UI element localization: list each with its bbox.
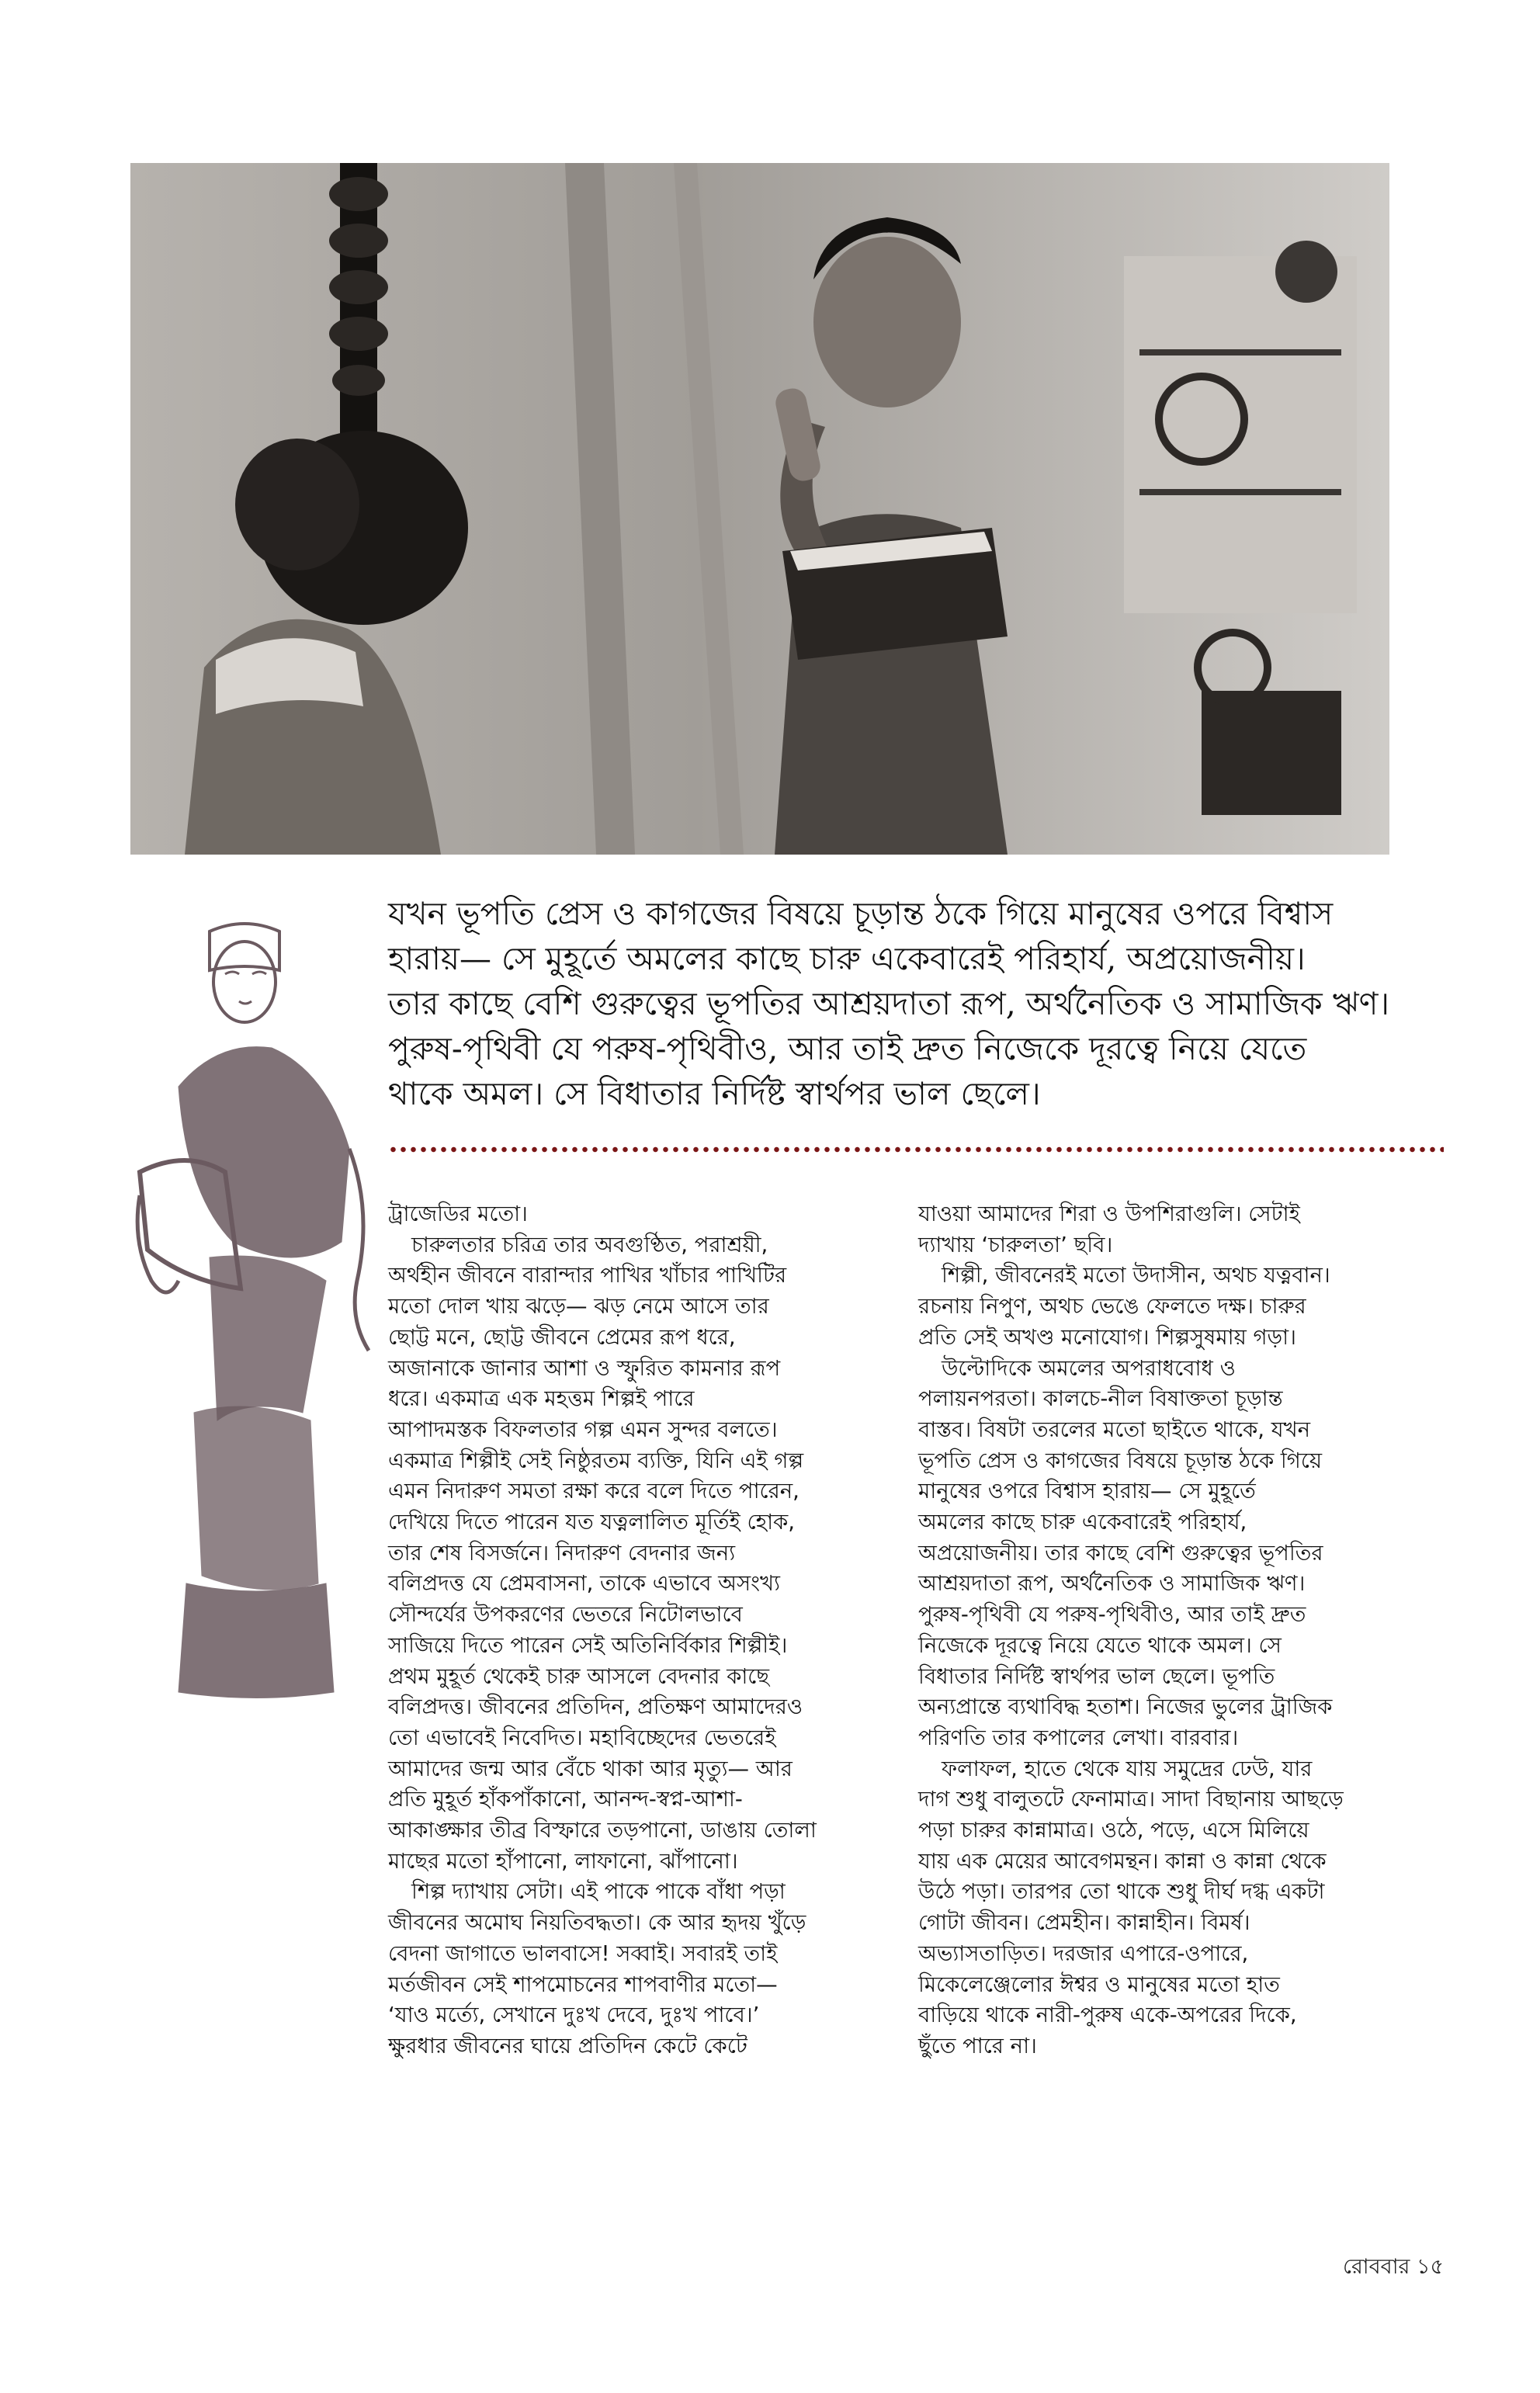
text-line: অন্যপ্রান্তে ব্যথাবিদ্ধ হতাশ। নিজের ভুলের ট্রাজিক	[918, 1694, 1333, 1720]
page-footer: রোববার ১৫	[1343, 2255, 1444, 2279]
text-line: আকাঙ্ক্ষার তীব্র বিস্ফারে তড়পানো, ডাঙায় তোলা	[388, 1818, 817, 1843]
text-line: বলিপ্রদত্ত। জীবনের প্রতিদিন, প্রতিক্ষণ আমাদেরও	[388, 1694, 803, 1720]
article-column-right	[918, 1199, 1412, 2062]
text-line: বিধাতার নির্দিষ্ট স্বার্থপর ভাল ছেলে। ভূপতি	[918, 1663, 1275, 1689]
pull-quote-line: পুরুষ-পৃথিবী যে পরুষ-পৃথিবীও, আর তাই দ্রুত নিজেকে দূরত্বে নিয়ে যেতে	[388, 1030, 1307, 1067]
text-line: নিজেকে দূরত্বে নিয়ে যেতে থাকে অমল। সে	[918, 1632, 1282, 1658]
film-still-photo	[130, 163, 1389, 855]
text-line: দাগ শুধু বালুতটে ফেনামাত্র। সাদা বিছানায় আছড়ে	[918, 1787, 1344, 1812]
text-line: পুরুষ-পৃথিবী যে পরুষ-পৃথিবীও, আর তাই দ্রুত	[918, 1602, 1306, 1628]
text-line: ক্ষুরধার জীবনের ঘায়ে প্রতিদিন কেটে কেটে	[388, 2033, 747, 2058]
text-line: মাছের মতো হাঁপানো, লাফানো, ঝাঁপানো।	[388, 1848, 738, 1874]
text-line: প্রতি মুহূর্ত হাঁকপাঁকানো, আনন্দ-স্বপ্ন-আশা-	[388, 1787, 743, 1812]
text-line: আমাদের জন্ম আর বেঁচে থাকা আর মৃত্যু— আর	[388, 1756, 793, 1781]
pull-quote-line: হারায়— সে মুহূর্তে অমলের কাছে চারু একেবারেই পরিহার্য, অপ্রয়োজনীয়।	[388, 940, 1306, 977]
text-line: ছুঁতে পারে না।	[918, 2033, 1037, 2058]
pull-quote-line: যখন ভূপতি প্রেস ও কাগজের বিষয়ে চূড়ান্ত ঠকে গিয়ে মানুষের ওপরে বিশ্বাস	[388, 895, 1334, 932]
text-line: ছোট্ট মনে, ছোট্ট জীবনে প্রেমের রূপ ধরে,	[388, 1324, 736, 1350]
text-line: মর্তজীবন সেই শাপমোচনের শাপবাণীর মতো—	[388, 1972, 778, 1997]
text-line: শিল্প দ্যাখায় সেটা। এই পাকে পাকে বাঁধা পড়া	[411, 1879, 786, 1905]
text-line: রচনায় নিপুণ, অথচ ভেঙে ফেলতে দক্ষ। চারুর	[918, 1294, 1306, 1320]
pull-quote-line: থাকে অমল। সে বিধাতার নির্দিষ্ট স্বার্থপর ভাল ছেলে।	[388, 1075, 1041, 1112]
text-line: সৌন্দর্যের উপকরণের ভেতরে নিটোলভাবে	[388, 1602, 743, 1628]
text-line: পড়া চারুর কান্নামাত্র। ওঠে, পড়ে, এসে মিলিয়ে	[918, 1818, 1309, 1843]
text-line: পলায়নপরতা। কালচে-নীল বিষাক্ততা চূড়ান্ত	[918, 1386, 1283, 1412]
text-line: অমলের কাছে চারু একেবারেই পরিহার্য,	[918, 1510, 1247, 1535]
text-line: বাড়িয়ে থাকে নারী-পুরুষ একে-অপরের দিকে,	[918, 2003, 1297, 2028]
text-line: ধরে। একমাত্র এক মহত্তম শিল্পই পারে	[388, 1386, 695, 1412]
text-line: মানুষের ওপরে বিশ্বাস হারায়— সে মুহূর্তে	[918, 1479, 1256, 1504]
text-line: দ্যাখায় ‘চারুলতা’ ছবি।	[918, 1232, 1113, 1257]
text-line: সাজিয়ে দিতে পারেন সেই অতিনির্বিকার শিল্পীই।	[388, 1632, 788, 1658]
text-line: একমাত্র শিল্পীই সেই নিষ্ঠুরতম ব্যক্তি, যিনি এই গল্প	[388, 1448, 804, 1473]
text-line: ‘যাও মর্ত্যে, সেখানে দুঃখ দেবে, দুঃখ পাবে।’	[388, 2003, 760, 2028]
text-line: পরিণতি তার কপালের লেখা। বারবার।	[918, 1725, 1239, 1750]
text-line: তো এভাবেই নিবেদিত। মহাবিচ্ছেদের ভেতরেই	[388, 1725, 776, 1750]
text-line: আপাদমস্তক বিফলতার গল্প এমন সুন্দর বলতে।	[388, 1417, 778, 1442]
text-line: আশ্রয়দাতা রূপ, অর্থনৈতিক ও সামাজিক ঋণ।	[918, 1571, 1306, 1597]
text-line: গোটা জীবন। প্রেমহীন। কান্নাহীন। বিমর্ষ।	[918, 1910, 1250, 1936]
article-column-left	[388, 1199, 882, 2062]
text-line: বেদনা জাগাতে ভালবাসে! সব্বাই। সবারই তাই	[388, 1940, 778, 1966]
text-line: বলিপ্রদত্ত যে প্রেমবাসনা, তাকে এভাবে অসংখ্য	[388, 1571, 781, 1597]
text-line: প্রথম মুহূর্ত থেকেই চারু আসলে বেদনার কাছে	[388, 1663, 770, 1689]
text-line: যায় এক মেয়ের আবেগমন্থন। কান্না ও কান্না থেকে	[918, 1848, 1327, 1874]
text-line: শিল্পী, জীবনেরই মতো উদাসীন, অথচ যত্নবান।	[942, 1263, 1330, 1288]
text-line: তার শেষ বিসর্জনে। নিদারুণ বেদনার জন্য	[388, 1540, 736, 1566]
dotted-divider	[388, 1146, 1444, 1153]
text-line: উঠে পড়া। তারপর তো থাকে শুধু দীর্ঘ দগ্ধ একটা	[918, 1879, 1325, 1905]
text-line: অভ্যাসতাড়িত। দরজার এপারে-ওপারে,	[918, 1940, 1249, 1966]
woman-in-sari-sketch-icon	[93, 916, 396, 1708]
text-line: মতো দোল খায় ঝড়ে— ঝড় নেমে আসে তার	[388, 1294, 769, 1320]
text-line: অজানাকে জানার আশা ও স্ফুরিত কামনার রূপ	[388, 1355, 781, 1381]
woman-sketch-illustration	[93, 916, 396, 1708]
text-line: ভূপতি প্রেস ও কাগজের বিষয়ে চূড়ান্ত ঠকে গিয়ে	[918, 1448, 1323, 1473]
text-line: এমন নিদারুণ সমতা রক্ষা করে বলে দিতে পারেন,	[388, 1479, 799, 1504]
text-line: মিকেলেঞ্জেলোর ঈশ্বর ও মানুষের মতো হাত	[918, 1972, 1280, 1997]
film-still-photo-icon	[130, 163, 1389, 855]
text-line: অপ্রয়োজনীয়। তার কাছে বেশি গুরুত্বের ভূপতির	[918, 1540, 1323, 1566]
text-line: প্রতি সেই অখণ্ড মনোযোগ। শিল্পসুষমায় গড়া।	[918, 1324, 1296, 1350]
pull-quote-line: তার কাছে বেশি গুরুত্বের ভূপতির আশ্রয়দাতা রূপ, অর্থনৈতিক ও সামাজিক ঋণ।	[388, 985, 1390, 1022]
text-line: ট্রাজেডির মতো।	[388, 1202, 528, 1226]
text-line: দেখিয়ে দিতে পারেন যত যত্নলালিত মূর্তিই হোক,	[388, 1510, 796, 1535]
pull-quote	[388, 891, 1444, 1116]
text-line: বাস্তব। বিষটা তরলের মতো ছাইতে থাকে, যখন	[918, 1417, 1311, 1442]
text-line: উল্টোদিকে অমলের অপরাধবোধ ও	[942, 1355, 1236, 1381]
text-line: চারুলতার চরিত্র তার অবগুণ্ঠিত, পরাশ্রয়ী,	[411, 1232, 768, 1257]
text-line: যাওয়া আমাদের শিরা ও উপশিরাগুলি। সেটাই	[918, 1202, 1300, 1226]
text-line: জীবনের অমোঘ নিয়তিবদ্ধতা। কে আর হৃদয় খুঁড়ে	[388, 1910, 806, 1936]
text-line: অর্থহীন জীবনে বারান্দার পাখির খাঁচার পাখিটির	[388, 1263, 787, 1288]
text-line: ফলাফল, হাতে থেকে যায় সমুদ্রের ঢেউ, যার	[942, 1756, 1313, 1781]
